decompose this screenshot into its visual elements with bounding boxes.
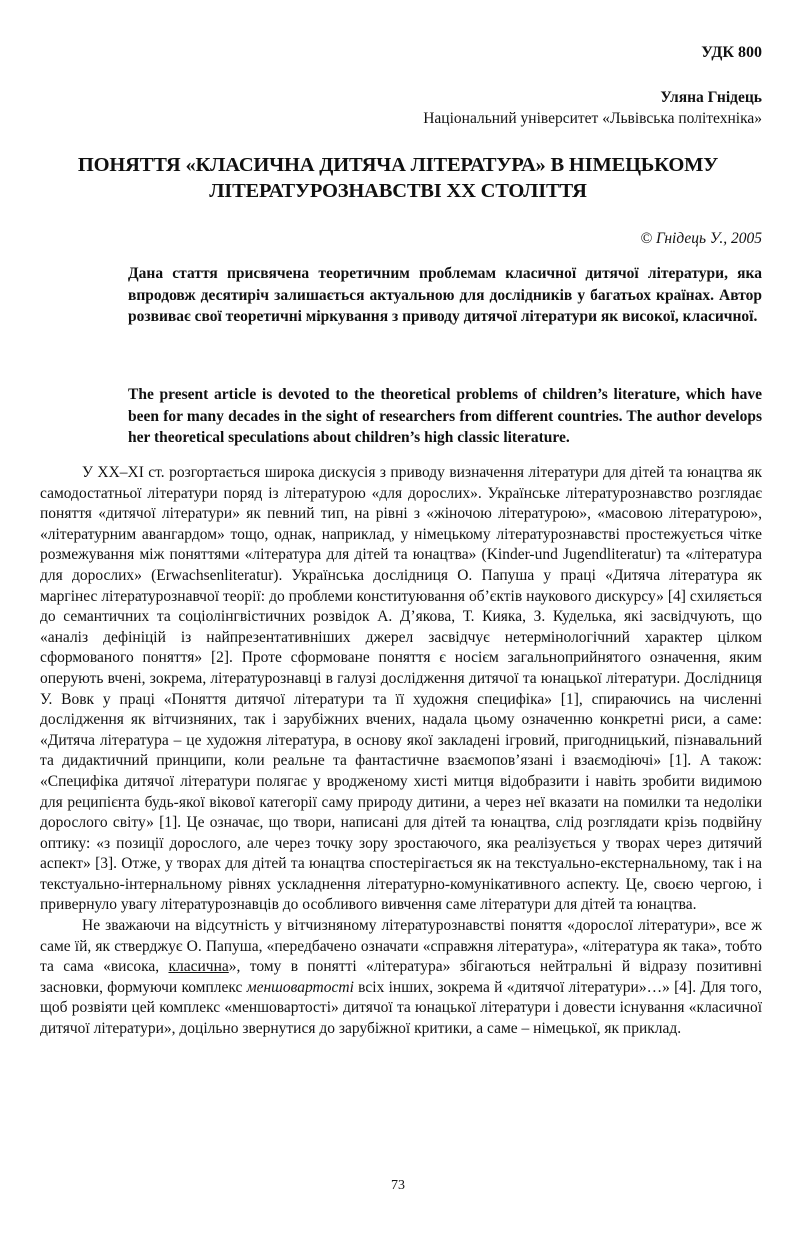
paragraph-2-part-c: всіх інших, зокрема й «дитячої літератури»…» [4]. Для того, щоб розвіяти цей комплекс «меншовартості» дитячої та юнацької літератури і довести існування «класичної дитячої літератури», доцільно звернутися до зарубіжної критики, а саме – німецької, як приклад.	[40, 978, 762, 1038]
author-name: Уляна Гнідець	[660, 89, 762, 106]
article-body	[40, 463, 762, 1040]
body-paragraph-1: У ХХ–ХІ ст. розгортається широка дискусія з приводу визначення літератури для дітей та юнацтва як самодостатньої літератури поряд із літературою «для дорослих». Українське літературознавство розглядає поняття «дитячої літератури» як певний тип, на рівні з «жіночою літературою», «масовою літературою», «літературним авангардом» тощо, однак, наприклад, у німецькому літературознавстві простежується чітке розмежування між поняттями «література для дітей та юнацтва» (Kinder-und Jugendliteratur) та «література для дорослих» (Erwachsenliteratur). Українська дослідниця О. Папуша у праці «Дитяча література як маргінес літературознавчої теорії: до проблеми конституювання об’єктів наукового дискурсу» [4] схиляється до семантичних та соціолінгвістичних розвідок А. Д’якова, Т. Кияка, З. Куделька, які засвідчують, що «аналіз дефініцій із найпрезентативніших джерел засвідчує нетермінологічний характер цілком сформованого поняття» [2]. Проте сформоване поняття є носієм загальноприйнятого означення, яким оперують вчені, зокрема, літературознавці в галузі дослідження дитячої та юнацької літератури. Дослідниця У. Вовк у праці «Поняття дитячої літератури та її художня специфіка» [1], спираючись на численні дослідження як вітчизняних, так і зарубіжних вчених, надала цьому означенню конкретні риси, а саме: «Дитяча література – це художня література, в основу якої закладені ігровий, пригодницький, пізнавальний та дидактичний принципи, коли реальне та фантастичне взаємопов’язані і взаємодіючі» [1]. А також: «Специфіка дитячої літератури полягає у вродженому хисті митця відобразити і навіть зробити видимою для реципієнта будь-якої вікової категорії саму природу дитини, а через неї вказати на помилки та недоліки дорослого світу» [1]. Це означає, що твори, написані для дітей та юнацтва, слід розглядати крізь подвійну оптику: «з позиції дорослого, але через точку зору зростаючого, яка реалізується у творах через дитячий аспект» [3]. Отже, у творах для дітей та юнацтва спостерігається як на текстуально-екстернальному, так і на текстуально-інтернальному рівнях ускладнення літературно-комунікативного аспекту. Це, своєю чергою, і привернуло увагу літературознавців до особливого вивчення саме літератури для дітей та юнацтва.	[40, 464, 762, 914]
paragraph-2-part-a: Не зважаючи на відсутність у вітчизняному літературознавстві поняття «дорослої літератури», все ж саме їй, як стверджує О. Папуша, «передбачено означати «справжня література», «література як така», тобто та сама «висока,	[40, 917, 762, 976]
page-number: 73	[391, 1178, 405, 1193]
article-title: ПОНЯТТЯ «КЛАСИЧНА ДИТЯЧА ЛІТЕРАТУРА» В НІМЕЦЬКОМУ ЛІТЕРАТУРОЗНАВСТВІ ХХ СТОЛІТТЯ	[77, 154, 719, 202]
copyright-notice: © Гнідець У., 2005	[640, 230, 762, 247]
body-paragraph-2	[40, 916, 762, 1040]
paragraph-2-part-b: », тому в понятті «література» збігаються нейтральні й відразу позитивні засновки, формуючи комплекс	[40, 958, 762, 996]
author-affiliation: Національний університет «Львівська політехніка»	[423, 110, 762, 127]
underlined-term: класична	[168, 958, 229, 976]
abstract-english: The present article is devoted to the theoretical problems of children’s literature, which have been for many decades in the sight of researchers from different countries. The author develops her theoretical speculations about children’s high classic literature.	[128, 386, 762, 446]
udk-code: УДК 800	[701, 44, 762, 61]
abstract-ukrainian: Дана стаття присвячена теоретичним проблемам класичної дитячої літератури, яка впродовж десятиріч залишається актуальною для дослідників у багатьох країнах. Автор розвиває свої теоретичні міркування з приводу дитячої літератури як високої, класичної.	[128, 265, 762, 325]
italic-term: меншовартості	[246, 978, 354, 996]
